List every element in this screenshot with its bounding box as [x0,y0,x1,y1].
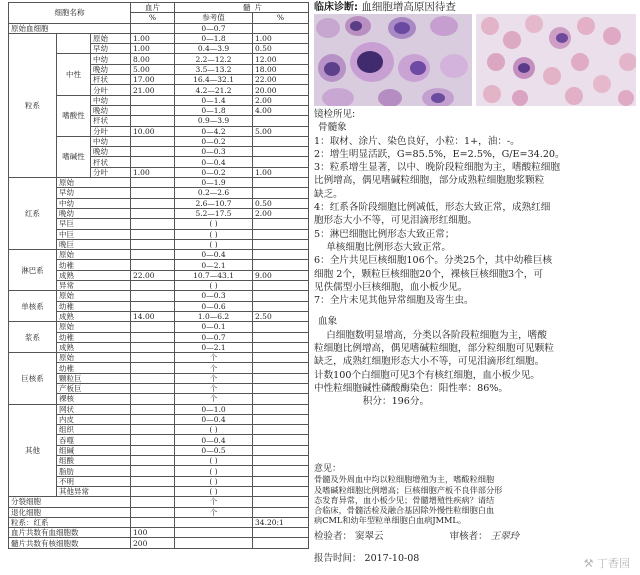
opinion-line: 及嗜碱粒细胞比例增高；巨核细胞产板不良伴部分形 [314,484,503,495]
reference-range: 0—0.4 [175,435,253,445]
cell-stage: 组碱 [57,445,131,455]
blood-value [131,23,175,33]
marrow-value: 0.50 [253,44,309,54]
reference-range [175,538,253,548]
cell-stage: 晚巨 [57,239,131,249]
blood-value: 1.00 [131,167,175,177]
cell-stage: 成熟 [57,311,131,321]
marrow-value [253,404,309,414]
reference-range: 2.2—12.2 [175,54,253,64]
cell-stage: 成熟 [57,270,131,280]
subtype-label [57,33,91,54]
cell-stage: 杆状 [91,116,131,126]
micrograph-peripheral-blood [476,14,636,106]
micrograph-bone-marrow [314,14,472,106]
blood-finding-line: 白细胞数明显增高，分类以各阶段粒细胞为主，嗜酸 [314,329,547,341]
microscopy-findings [314,108,636,409]
reference-range: 0—4.2 [175,126,253,136]
header-unit-marrow: % [253,13,309,23]
cell-stage: 组织 [57,425,131,435]
cell-stage: 中幼 [91,54,131,64]
row-label: 原始血细胞 [9,23,131,33]
cell-stage: 其他异常 [57,486,131,496]
cell-stage: 分叶 [91,126,131,136]
blood-finding-line: 中性粒细胞碱性磷酸酶染色：阳性率：86%。 [314,382,509,394]
reference-range: 0—1.4 [175,95,253,105]
marrow-value [253,301,309,311]
cell-stage: 幼稚 [57,332,131,342]
cell-stage: 原始 [57,178,131,188]
opinion-text [314,474,636,525]
blood-value [131,507,175,517]
blood-value [131,497,175,507]
marrow-value: 2.00 [253,208,309,218]
marrow-value [253,497,309,507]
marrow-value [253,373,309,383]
reference-range: 0—0.2 [175,167,253,177]
cell-stage: 成熟 [57,342,131,352]
marrow-value [253,229,309,239]
marrow-value [253,23,309,33]
marrow-value: 9.00 [253,270,309,280]
opinion-line: 态发育异常，血小板少见；骨髓增殖性疾病？请结 [314,494,495,505]
cell-stage: 杆状 [91,75,131,85]
cell-stage: 吞噬 [57,435,131,445]
lineage-label: 粒系 [9,33,57,177]
cell-stage: 晚幼 [57,208,131,218]
blood-value: 22.00 [131,270,175,280]
header-ref: 参考值 [175,13,253,23]
reference-range: 16.4—32.1 [175,75,253,85]
row-label: 粒系：红系 [9,517,131,527]
blood-value [131,105,175,115]
cell-stage: 分叶 [91,167,131,177]
blood-value [131,260,175,270]
row-label: 血片共数有血细胞数 [9,528,131,538]
blood-value [131,425,175,435]
cell-count-table [8,2,309,549]
marrow-finding-line: 胞形态大小不等，可见泪滴形红细胞。 [314,215,478,227]
marrow-value [253,260,309,270]
blood-value: 10.00 [131,126,175,136]
table-row [9,23,309,33]
subtype-label: 嗜碱性 [57,136,91,177]
cell-stage: 原始 [57,250,131,260]
cell-stage: 中幼 [57,198,131,208]
blood-value [131,136,175,146]
blood-value [131,435,175,445]
blood-value [131,116,175,126]
cell-stage: 晚幼 [91,105,131,115]
reference-range: 0—2.1 [175,260,253,270]
marrow-value [253,157,309,167]
reference-range: 0.9—3.9 [175,116,253,126]
cell-stage: 裸核 [57,394,131,404]
marrow-finding-line: 7：全片未见其他异常细胞及寄生虫。 [314,295,474,307]
blood-value [131,486,175,496]
marrow-title: 骨髓象 [318,122,347,134]
reference-range: 个 [175,373,253,383]
opinion-section [314,464,636,526]
clinical-diagnosis [314,0,638,14]
blood-value [131,414,175,424]
blood-value [131,281,175,291]
marrow-value [253,425,309,435]
marrow-value: 1.00 [253,33,309,43]
marrow-finding-line: 6：全片共见巨核细胞106个。分类25个，其中幼稚巨核 [314,255,553,267]
reference-range: 5.2—17.5 [175,208,253,218]
row-label: 髓片共数有核细胞数 [9,538,131,548]
cell-stage: 晚幼 [91,64,131,74]
blood-value: 14.00 [131,311,175,321]
blood-value [131,188,175,198]
marrow-value [253,322,309,332]
blood-value [131,291,175,301]
blood-value [131,373,175,383]
cell-stage: 幼稚 [57,301,131,311]
reference-range [175,517,253,527]
blood-value [131,239,175,249]
blood-value [131,353,175,363]
marrow-value [253,486,309,496]
blood-value: 8.00 [131,54,175,64]
lineage-label: 巨核系 [9,353,57,404]
lineage-label: 其他 [9,404,57,497]
diagnosis-value: 血细胞增高原因待查 [361,1,456,13]
blood-value [131,229,175,239]
reference-range: ( ) [175,476,253,486]
cell-stage: 颗粒巨 [57,373,131,383]
reviewer-label: 审核者： [449,531,488,542]
blood-value [131,219,175,229]
marrow-finding-line: 比例增高，偶见嗜碱粒细胞，部分成熟粒细胞胞浆颗粒 [314,175,545,187]
cell-stage: 不明 [57,476,131,486]
marrow-value: 12.00 [253,54,309,64]
cell-stage: 中幼 [91,136,131,146]
table-row [9,497,309,507]
marrow-value: 0.50 [253,198,309,208]
blood-value [131,198,175,208]
lineage-label: 单核系 [9,291,57,322]
reference-range: ( ) [175,425,253,435]
blood-value: 100 [131,528,175,538]
marrow-value: 4.00 [253,105,309,115]
header-blood: 血片 [131,3,175,13]
marrow-finding-line: 5：淋巴细胞比例形态大致正常； [314,228,455,240]
blood-value: 1.00 [131,44,175,54]
subtype-label: 中性 [57,54,91,95]
reference-range: 0—0.6 [175,301,253,311]
header-row-1 [9,3,309,13]
reference-range: 0—0.3 [175,147,253,157]
blood-value [131,363,175,373]
reference-range: 0—0.1 [175,322,253,332]
reference-range: 10.7—43.1 [175,270,253,280]
reference-range: 个 [175,383,253,393]
blood-value [131,332,175,342]
reference-range: 2.6—10.7 [175,198,253,208]
cell-stage: 产板巨 [57,383,131,393]
marrow-value [253,188,309,198]
reference-range: 0—1.9 [175,178,253,188]
marrow-value: 2.00 [253,95,309,105]
lineage-label: 浆系 [9,322,57,353]
blood-value [131,178,175,188]
marrow-value [253,476,309,486]
signature-row [314,528,636,542]
header-marrow: 髓 [175,3,253,13]
reference-range: ( ) [175,219,253,229]
marrow-finding-line: 细胞 2个，颗粒巨核细胞20个，裸核巨核细胞3个，可 [314,268,543,280]
blood-value [131,322,175,332]
marrow-value [253,147,309,157]
blood-value [131,445,175,455]
reference-range: 3.5—13.2 [175,64,253,74]
cell-stage: 中巨 [57,229,131,239]
opinion-line: 合临床，骨髓活检及融合基因除外慢性粒细胞白血 [314,505,495,516]
blood-finding-line: 缺乏，成熟红细胞形态大小不等，可见泪滴形红细胞。 [314,356,545,368]
cell-stage: 早巨 [57,219,131,229]
reference-range: ( ) [175,486,253,496]
marrow-value [253,538,309,548]
blood-value: 1.00 [131,33,175,43]
reference-range: 0—0.4 [175,250,253,260]
blood-value [131,301,175,311]
blood-title: 血象 [318,316,338,328]
reference-range: ( ) [175,466,253,476]
marrow-value: 2.50 [253,311,309,321]
blood-finding-line: 积分：196分。 [314,396,430,408]
table-row [9,517,309,527]
marrow-value [253,219,309,229]
reference-range [175,528,253,538]
reference-range: 0—0.5 [175,445,253,455]
marrow-finding-line: 3：粒系增生显著，以中、晚阶段粒细胞为主，嗜酸粒细胞 [314,162,560,174]
reference-range: 个 [175,353,253,363]
reference-range: 0—0.2 [175,136,253,146]
marrow-value [253,281,309,291]
marrow-value [253,342,309,352]
blood-value [131,394,175,404]
lineage-label: 淋巴系 [9,250,57,291]
opinion-title: 意见： [314,464,342,474]
table-row [9,404,309,414]
blood-value [131,157,175,167]
table-row [9,538,309,548]
lineage-label: 红系 [9,178,57,250]
reference-range: 0.2—2.6 [175,188,253,198]
marrow-value [253,507,309,517]
blood-value [131,250,175,260]
reference-range: 个 [175,394,253,404]
table-body [9,23,309,548]
table-row [9,178,309,188]
marrow-value [253,456,309,466]
marrow-value [253,353,309,363]
reference-range: 0—0.4 [175,157,253,167]
marrow-value: 34.20:1 [253,517,309,527]
marrow-value [253,116,309,126]
report-date-label: 报告时间： [314,553,362,564]
reference-range: ( ) [175,229,253,239]
cell-stage: 早幼 [57,188,131,198]
marrow-value [253,466,309,476]
cell-stage: 原始 [91,33,131,43]
reviewer-name: 王翠玲 [490,531,520,542]
marrow-value: 1.00 [253,167,309,177]
blood-finding-line: 计数100个白细胞可见3个有核红细胞，血小板少见。 [314,369,540,381]
marrow-value [253,445,309,455]
marrow-value: 20.00 [253,85,309,95]
blood-value [131,95,175,105]
reference-range: 1.0—6.2 [175,311,253,321]
marrow-finding-line: 单核细胞比例形态大致正常。 [314,241,451,253]
marrow-value [253,435,309,445]
marrow-value [253,394,309,404]
cell-stage: 杆状 [91,157,131,167]
marrow-value [253,363,309,373]
cell-stage: 网状 [57,404,131,414]
reference-range: 4.2—21.2 [175,85,253,95]
table-row [9,353,309,363]
table-row [9,33,309,43]
blood-value [131,208,175,218]
cell-stage: 内皮 [57,414,131,424]
cell-stage: 幼稚 [57,260,131,270]
reference-range: 0—0.3 [175,291,253,301]
blood-value: 200 [131,538,175,548]
blood-value [131,476,175,486]
reference-range: 0—1.8 [175,33,253,43]
marrow-value: 18.00 [253,64,309,74]
marrow-value [253,414,309,424]
row-label: 分裂细胞 [9,497,131,507]
cell-stage: 原始 [57,353,131,363]
reference-range: 0—0.7 [175,332,253,342]
reference-range: 0.4—3.9 [175,44,253,54]
reference-range: ( ) [175,239,253,249]
table-row [9,528,309,538]
opinion-line: 病CML和幼年型粒单细胞白血病JMML。 [314,515,467,526]
reference-range: 0—1.0 [175,404,253,414]
marrow-finding-line: 4：红系各阶段细胞比例减低，形态大致正常，成熟红细 [314,202,551,214]
header-unit-blood: % [131,13,175,23]
table-row [9,250,309,260]
reference-range: 个 [175,497,253,507]
marrow-finding-line: 2：增生明显活跃，G=85.5%，E=2.5%，G/E=34.20。 [314,148,565,160]
marrow-value [253,291,309,301]
blood-value: 5.00 [131,64,175,74]
marrow-value [253,528,309,538]
reference-range: 个 [175,507,253,517]
blood-value [131,383,175,393]
reference-range: 个 [175,363,253,373]
subtype-label: 嗜酸性 [57,95,91,136]
marrow-value [253,178,309,188]
table-row [9,291,309,301]
marrow-finding-line: 见佚儒型小巨核细胞，血小板少见。 [314,281,468,293]
blood-finding-line: 粒细胞比例增高，偶见嗜碱粒细胞，部分粒细胞可见颗粒 [314,343,554,355]
marrow-value [253,239,309,249]
header-cell-name: 细胞名称 [9,3,131,24]
micrograph-photos [314,14,636,106]
marrow-finding-line: 1：取材、涂片、染色良好，小粒：1+，油：-。 [314,135,520,147]
reference-range: 0—0.4 [175,414,253,424]
header-marrow-2: 片 [253,3,309,13]
blood-value [131,342,175,352]
cell-stage: 中幼 [91,95,131,105]
cell-stage: 分叶 [91,85,131,95]
cell-stage: 原始 [57,322,131,332]
blood-value [131,456,175,466]
cell-stage: 异常 [57,281,131,291]
blood-value: 17.00 [131,75,175,85]
blood-value [131,404,175,414]
cell-stage: 原始 [57,291,131,301]
cell-stage: 幼稚 [57,363,131,373]
cell-stage: 早幼 [91,44,131,54]
cell-stage: 组酸 [57,456,131,466]
marrow-value [253,250,309,260]
marrow-value [253,332,309,342]
examiner-name: 窦翠云 [355,531,384,542]
findings-title: 镜检所见: [314,109,356,120]
reference-range: ( ) [175,456,253,466]
row-label: 退化细胞 [9,507,131,517]
examiner-label: 检验者： [314,531,353,542]
table-row [9,322,309,332]
reference-range: 0—2.1 [175,342,253,352]
cell-stage: 脂肪 [57,466,131,476]
cell-count-table-area [8,2,308,572]
marrow-value [253,136,309,146]
blood-value [131,466,175,476]
findings-panel [312,0,638,575]
blood-findings-list [314,329,636,409]
diagnosis-label: 临床诊断: [314,2,358,13]
opinion-line: 骨髓及外周血中均以粒细胞增殖为主，嗜酸粒细胞 [314,474,495,485]
marrow-value [253,383,309,393]
reference-range: ( ) [175,281,253,291]
report-date-value: 2017-10-08 [364,553,420,564]
reference-range: 0—1.8 [175,105,253,115]
reference-range: 0—0.7 [175,23,253,33]
blood-value: 21.00 [131,85,175,95]
watermark-logo: ⚒ 丁香园 [583,557,630,570]
blood-value [131,147,175,157]
marrow-findings-list [314,135,636,308]
cell-stage: 晚幼 [91,147,131,157]
marrow-value: 22.00 [253,75,309,85]
marrow-finding-line: 缺乏。 [314,188,343,200]
table-row [9,507,309,517]
blood-value [131,517,175,527]
marrow-value: 5.00 [253,126,309,136]
